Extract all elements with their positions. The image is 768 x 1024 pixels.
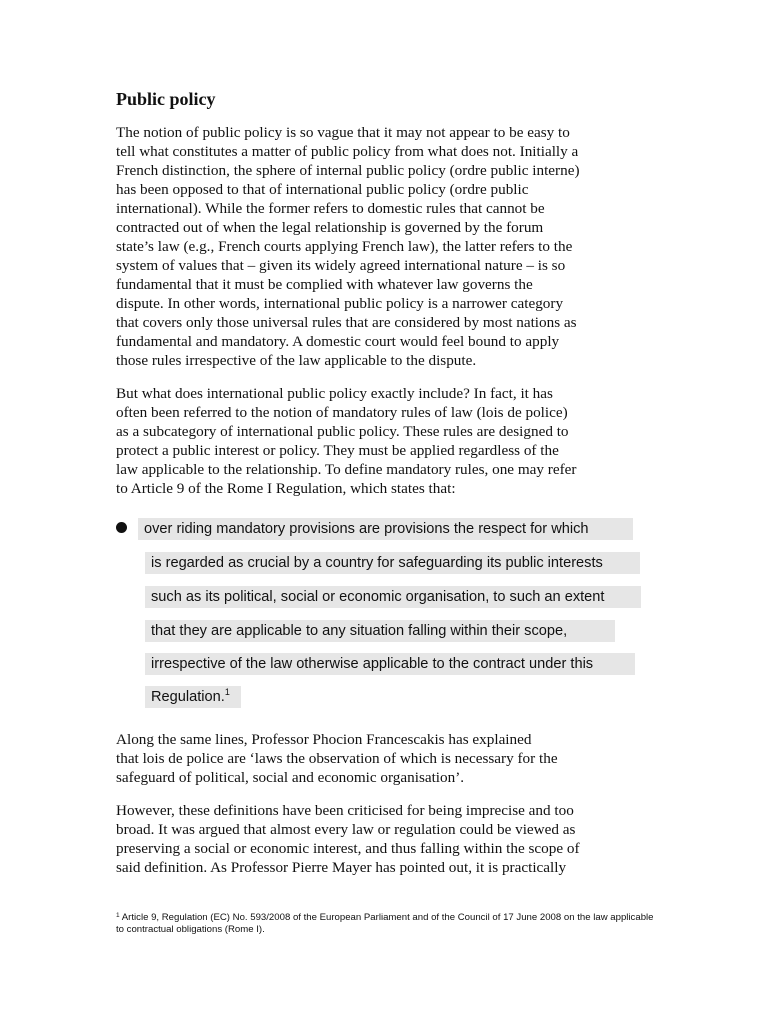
footnote-mark: 1: [116, 912, 120, 919]
paragraph-4-line: said definition. As Professor Pierre Mayer has pointed out, it is practically: [116, 859, 567, 876]
quote-line: irrespective of the law otherwise applicable to the contract under this: [145, 653, 635, 675]
paragraph-1-line: contracted out of when the legal relationship is governed by the forum: [116, 219, 544, 236]
paragraph-1-line: The notion of public policy is so vague that it may not appear to be easy to: [116, 124, 570, 141]
paragraph-2-line: to Article 9 of the Rome I Regulation, which states that:: [116, 480, 456, 497]
quote-line: is regarded as crucial by a country for safeguarding its public interests: [145, 552, 640, 574]
paragraph-1-line: state’s law (e.g., French courts applying French law), the latter refers to the: [116, 238, 573, 255]
paragraph-4-line: However, these definitions have been criticised for being imprecise and too: [116, 802, 574, 819]
paragraph-2-line: often been referred to the notion of mandatory rules of law (lois de police): [116, 404, 568, 421]
footnote-text: Article 9, Regulation (EC) No. 593/2008 of the European Parliament and of the Council of 17 June 2008 on the law applicable to contractual obligations (Rome I).: [116, 912, 654, 935]
bullet-icon: [116, 522, 127, 533]
paragraph-2-line: But what does international public policy exactly include? In fact, it has: [116, 385, 553, 402]
section-title: Public policy: [116, 89, 216, 109]
paragraph-3-line: that lois de police are ‘laws the observation of which is necessary for the: [116, 750, 558, 767]
paragraph-1-line: that covers only those universal rules that are considered by most nations as: [116, 314, 577, 331]
paragraph-1-line: French distinction, the sphere of internal public policy (ordre public interne): [116, 162, 580, 179]
paragraph-1-line: fundamental and mandatory. A domestic court would feel bound to apply: [116, 333, 560, 350]
paragraph-3-line: safeguard of political, social and economic organisation’.: [116, 769, 465, 786]
paragraph-1-line: those rules irrespective of the law applicable to the dispute.: [116, 352, 477, 369]
quote-last-text: Regulation.: [151, 689, 225, 705]
paragraph-2-line: as a subcategory of international public policy. These rules are designed to: [116, 423, 569, 440]
paragraph-1-line: fundamental that it must be complied with whatever law governs the: [116, 276, 533, 293]
paragraph-4-line: preserving a social or economic interest, and thus falling within the scope of: [116, 840, 580, 857]
paragraph-1-line: system of values that – given its widely agreed international nature – is so: [116, 257, 566, 274]
quote-line: such as its political, social or economic organisation, to such an extent: [145, 586, 641, 608]
paragraph-1-line: tell what constitutes a matter of public policy from what does not. Initially a: [116, 143, 579, 160]
quote-line: that they are applicable to any situation falling within their scope,: [145, 620, 615, 642]
paragraph-1-line: dispute. In other words, international public policy is a narrower category: [116, 295, 564, 312]
quote-line-last: [145, 686, 241, 708]
quote-line: over riding mandatory provisions are provisions the respect for which: [138, 518, 633, 540]
paragraph-2-line: protect a public interest or policy. They must be applied regardless of the: [116, 442, 559, 459]
footnote-reference[interactable]: 1: [224, 687, 230, 697]
paragraph-4-line: broad. It was argued that almost every law or regulation could be viewed as: [116, 821, 576, 838]
paragraph-1-line: has been opposed to that of international public policy (ordre public: [116, 181, 529, 198]
paragraph-2-line: law applicable to the relationship. To define mandatory rules, one may refer: [116, 461, 577, 478]
paragraph-3-line: Along the same lines, Professor Phocion Francescakis has explained: [116, 731, 532, 748]
paragraph-1-line: international). While the former refers to domestic rules that cannot be: [116, 200, 545, 217]
footnote: [116, 912, 656, 936]
